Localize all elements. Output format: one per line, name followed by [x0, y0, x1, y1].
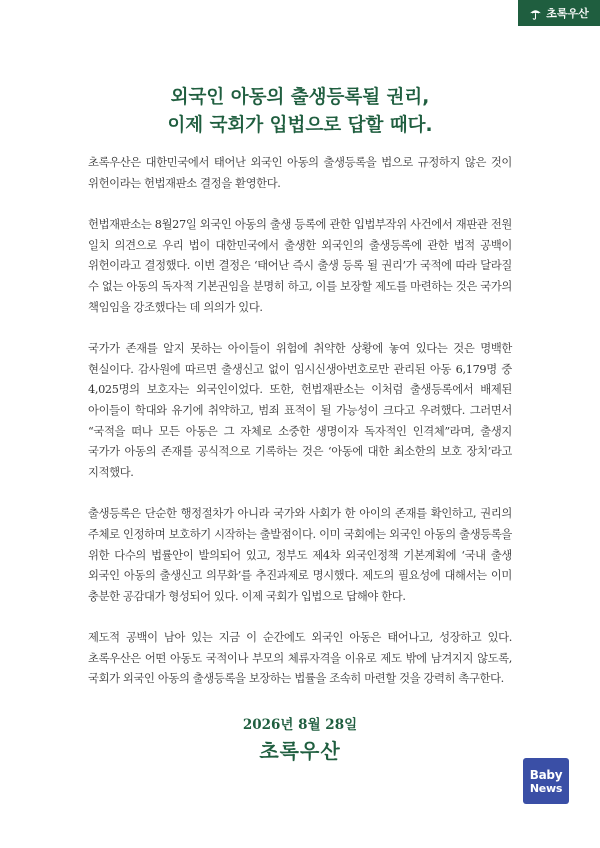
paragraph-4: 출생등록은 단순한 행정절차가 아니라 국가와 사회가 한 아이의 존재를 확인하고, 권리의 주체로 인정하며 보호하기 시작하는 출발점이다. 이미 국회에는 외국인 아동의 출생등록을 위한 다수의 법률안이 발의되어 있고, 정부도 제4차 외국인정책 기본계획에 ‘국내 출생 외국인 아동의 출생신고 의무화’를 추진과제로 명시했다. 제도의 필요성에 대해서는 이미 충분한 공감대가 형성되어 있다. 이제 국회가 입법으로 답해야 한다. [88, 507, 512, 603]
title-line-2: 이제 국회가 입법으로 답할 때다. [167, 115, 433, 136]
paragraph-3: 국가가 존재를 알지 못하는 아이들이 위험에 취약한 상황에 놓여 있다는 것은 명백한 현실이다. 감사원에 따르면 출생신고 없이 임시신생아번호로만 관리된 아동 6,179명 중 4,025명의 보호자는 외국인이었다. 또한, 헌법재판소는 이처럼 출생등록에서 배제된 아이들이 학대와 유기에 취약하고, 범죄 표적이 될 가능성이 크다고 우려했다. 그러면서 “국적을 떠나 모든 아동은 그 자체로 소중한 생명이자 독자적인 인격체”라며, 출생지 국가가 아동의 존재를 공식적으로 기록하는 것은 ‘아동에 대한 최소한의 보호 장치’라고 지적했다. [88, 342, 512, 479]
paragraph-1: 초록우산은 대한민국에서 태어난 외국인 아동의 출생등록을 법으로 규정하지 않은 것이 위헌이라는 헌법재판소 결정을 환영한다. [88, 156, 512, 190]
statement-date: 2026년 8월 28일 [242, 717, 358, 733]
paragraph-2: 헌법재판소는 8월27일 외국인 아동의 출생 등록에 관한 입법부작위 사건에서 재판관 전원 일치 의견으로 우리 법이 대한민국에서 출생한 외국인의 출생등록에 관한 법적 공백이 위헌이라고 결정했다. 이번 결정은 ‘태어난 즉시 출생 등록 될 권리’가 국적에 따라 달라질 수 없는 아동의 독자적 기본권임을 분명히 하고, 이를 보장할 제도를 마련하는 것은 국가의 책임임을 강조했다는 데 의의가 있다. [88, 218, 512, 314]
header-logo [518, 0, 600, 26]
header-logo-label: 초록우산 [546, 7, 589, 20]
paragraph-5: 제도적 공백이 남아 있는 지금 이 순간에도 외국인 아동은 태어나고, 성장하고 있다. 초록우산은 어떤 아동도 국적이나 부모의 체류자격을 이유로 제도 밖에 남겨지지 않도록, 국회가 외국인 아동의 출생등록을 보장하는 법률을 조속히 마련할 것을 강력히 촉구한다. [88, 631, 512, 686]
umbrella-icon [529, 7, 542, 20]
organization-signature: 초록우산 [259, 739, 341, 763]
babynews-watermark-logo [523, 758, 569, 804]
title-line-1: 외국인 아동의 출생등록될 권리, [170, 87, 430, 108]
watermark-line-1: Baby [529, 767, 563, 782]
watermark-line-2: News [529, 781, 563, 795]
page-title [40, 84, 560, 140]
statement-body [88, 153, 512, 711]
